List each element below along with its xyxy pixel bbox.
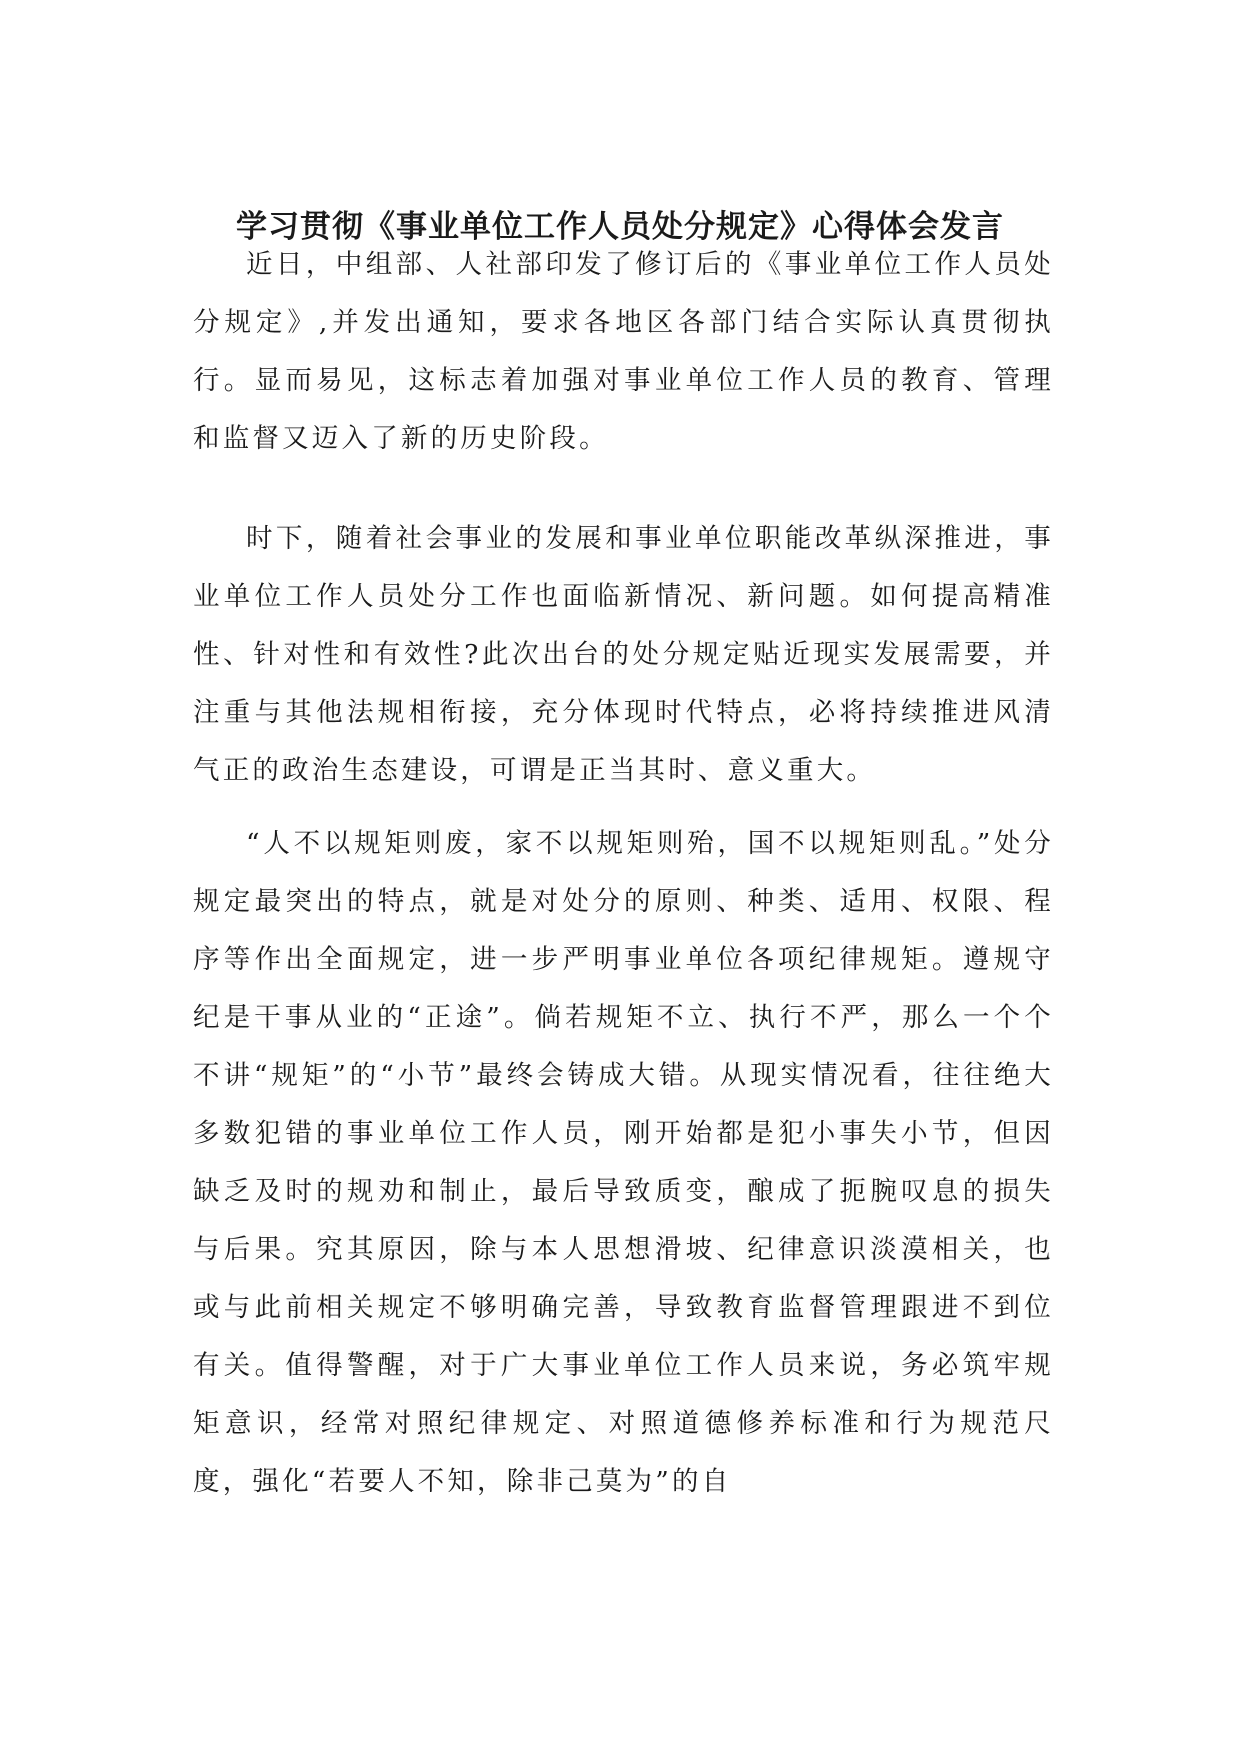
document-title: 学习贯彻《事业单位工作人员处分规定》心得体会发言 [236,208,1004,245]
body-paragraph-3: “人不以规矩则废，家不以规矩则殆，国不以规矩则乱。”处分规定最突出的特点，就是对处分的原则、种类、适用、权限、程序等作出全面规定，进一步严明事业单位各项纪律规矩。遵规守纪是干事从业的“正途”。倘若规矩不立、执行不严，那么一个个不讲“规矩”的“小节”最终会铸成大错。从现实情况看，往往绝大多数犯错的事业单位工作人员，刚开始都是犯小事失小节，但因缺乏及时的规劝和制止，最后导致质变，酿成了扼腕叹息的损失与后果。究其原因，除与本人思想滑坡、纪律意识淡漠相关，也或与此前相关规定不够明确完善，导致教育监督管理跟进不到位有关。值得警醒，对于广大事业单位工作人员来说，务必筑牢规矩意识，经常对照纪律规定、对照道德修养标准和行为规范尺度，强化“若要人不知，除非己莫为”的自 [193,828,1054,1497]
body-paragraph-1: 近日，中组部、人社部印发了修订后的《事业单位工作人员处分规定》,并发出通知，要求各地区各部门结合实际认真贯彻执行。显而易见，这标志着加强对事业单位工作人员的教育、管理和监督又迈入了新的历史阶段。 [193,249,1054,454]
body-paragraph-2: 时下，随着社会事业的发展和事业单位职能改革纵深推进，事业单位工作人员处分工作也面临新情况、新问题。如何提高精准性、针对性和有效性?此次出台的处分规定贴近现实发展需要，并注重与其他法规相衔接，充分体现时代特点，必将持续推进风清气正的政治生态建设，可谓是正当其时、意义重大。 [193,523,1054,786]
